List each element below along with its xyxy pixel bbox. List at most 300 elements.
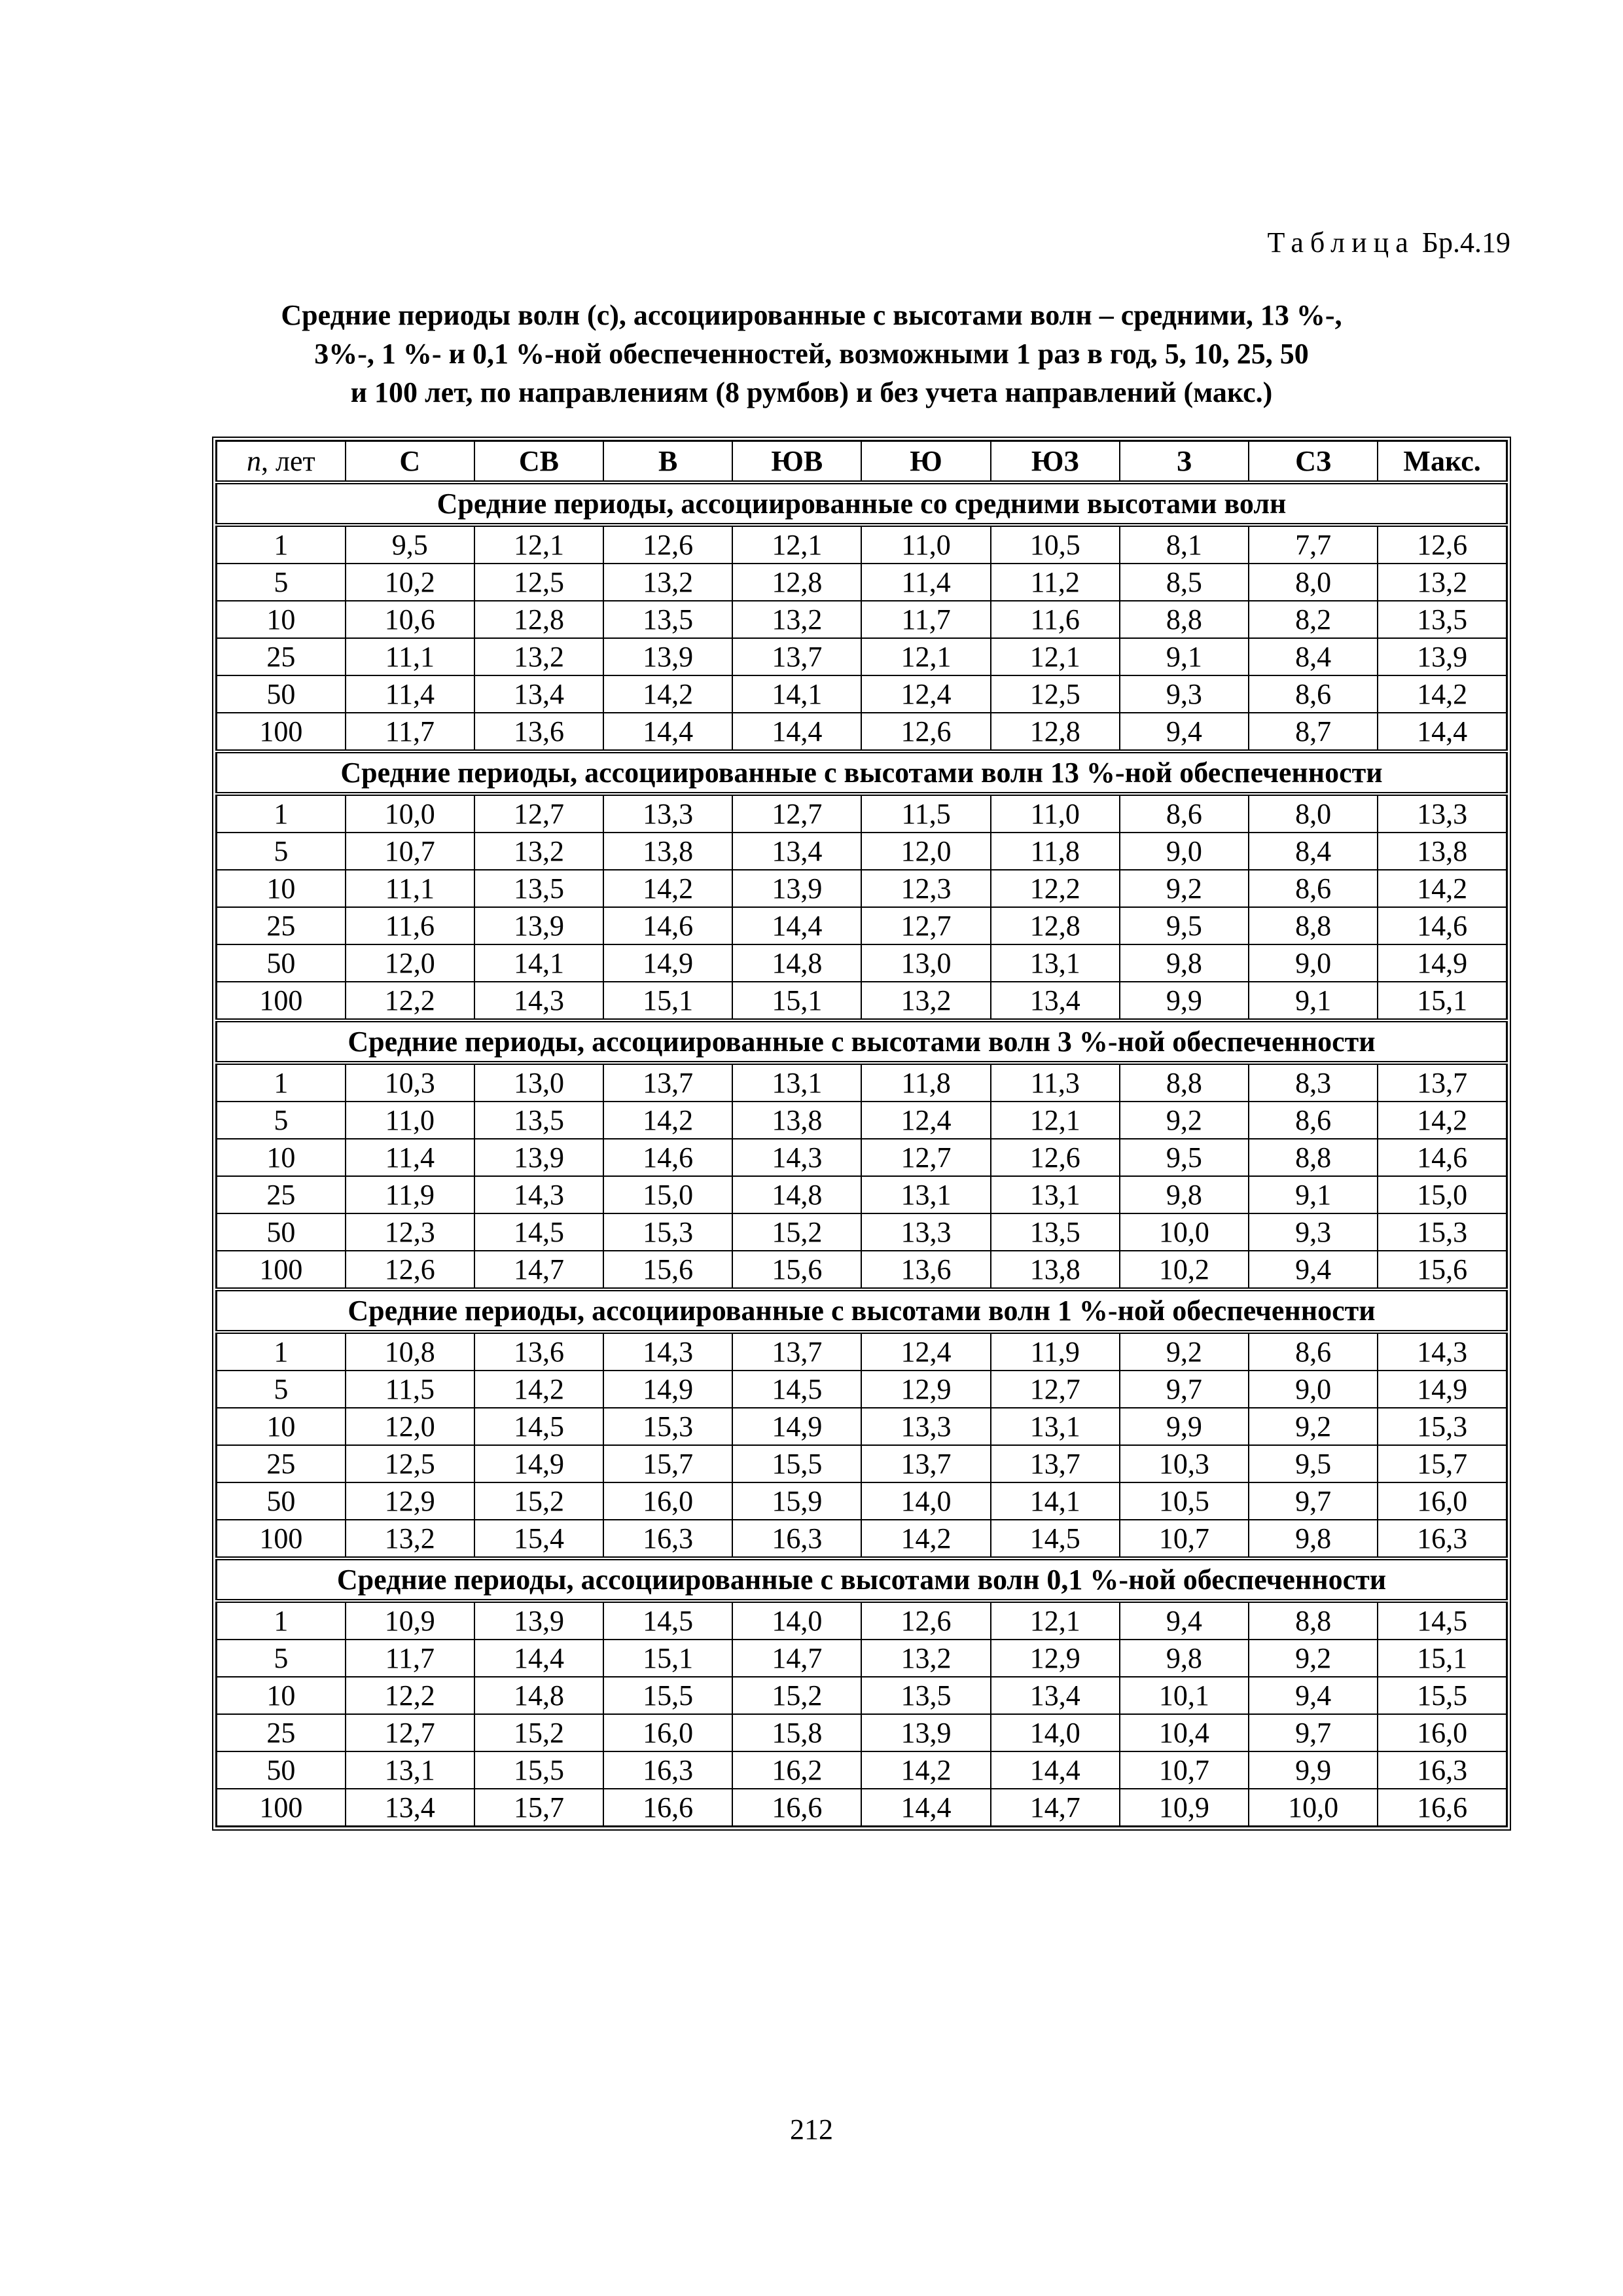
- value-cell: 13,9: [603, 638, 732, 675]
- value-cell: 14,2: [861, 1520, 990, 1558]
- value-cell: 9,2: [1120, 1102, 1249, 1139]
- period-years-cell: 25: [217, 638, 346, 675]
- value-cell: 13,7: [603, 1063, 732, 1102]
- table-row: [217, 1063, 1507, 1102]
- value-cell: 12,4: [861, 1102, 990, 1139]
- value-cell: 13,7: [1378, 1063, 1507, 1102]
- value-cell: 13,6: [474, 1332, 603, 1371]
- value-cell: 10,0: [346, 794, 474, 833]
- value-cell: 13,7: [861, 1445, 990, 1482]
- value-cell: 12,7: [991, 1371, 1120, 1408]
- value-cell: 13,4: [732, 833, 861, 870]
- value-cell: 15,0: [603, 1176, 732, 1213]
- value-cell: 12,1: [991, 1102, 1120, 1139]
- value-cell: 13,1: [991, 1408, 1120, 1445]
- period-years-cell: 50: [217, 1213, 346, 1251]
- value-cell: 12,1: [991, 638, 1120, 675]
- value-cell: 13,5: [474, 1102, 603, 1139]
- period-years-cell: 10: [217, 1139, 346, 1176]
- value-cell: 16,6: [603, 1789, 732, 1827]
- table-row: [217, 907, 1507, 944]
- value-cell: 8,1: [1120, 525, 1249, 564]
- value-cell: 15,2: [732, 1677, 861, 1714]
- value-cell: 9,4: [1249, 1251, 1378, 1289]
- value-cell: 11,6: [346, 907, 474, 944]
- value-cell: 11,2: [991, 564, 1120, 601]
- value-cell: 15,6: [732, 1251, 861, 1289]
- section-title: Средние периоды, ассоциированные с высотами волн 3 %-ной обеспеченности: [217, 1020, 1507, 1063]
- value-cell: 14,2: [1378, 675, 1507, 713]
- value-cell: 10,0: [1249, 1789, 1378, 1827]
- value-cell: 16,3: [1378, 1520, 1507, 1558]
- table-row: [217, 1176, 1507, 1213]
- value-cell: 14,3: [1378, 1332, 1507, 1371]
- section-header-row: [217, 1020, 1507, 1063]
- table-row: [217, 1789, 1507, 1827]
- value-cell: 15,1: [603, 1640, 732, 1677]
- value-cell: 14,1: [991, 1482, 1120, 1520]
- value-cell: 9,9: [1120, 1408, 1249, 1445]
- value-cell: 13,6: [861, 1251, 990, 1289]
- value-cell: 14,5: [474, 1213, 603, 1251]
- value-cell: 16,0: [1378, 1482, 1507, 1520]
- value-cell: 12,7: [861, 907, 990, 944]
- header-cell: Ю: [861, 441, 990, 483]
- value-cell: 10,5: [991, 525, 1120, 564]
- value-cell: 12,5: [346, 1445, 474, 1482]
- value-cell: 13,8: [732, 1102, 861, 1139]
- value-cell: 12,6: [603, 525, 732, 564]
- value-cell: 16,0: [1378, 1714, 1507, 1751]
- value-cell: 12,3: [861, 870, 990, 907]
- table-row: [217, 1714, 1507, 1751]
- table-label-word: Таблица: [1267, 226, 1415, 259]
- period-years-cell: 25: [217, 1176, 346, 1213]
- value-cell: 11,0: [861, 525, 990, 564]
- period-years-cell: 1: [217, 1332, 346, 1371]
- value-cell: 14,6: [1378, 1139, 1507, 1176]
- value-cell: 16,3: [732, 1520, 861, 1558]
- period-years-cell: 10: [217, 601, 346, 638]
- n-suffix: , лет: [260, 445, 315, 477]
- section-title: Средние периоды, ассоциированные с высотами волн 0,1 %-ной обеспеченности: [217, 1558, 1507, 1601]
- value-cell: 11,0: [991, 794, 1120, 833]
- value-cell: 9,4: [1249, 1677, 1378, 1714]
- table-row: [217, 1251, 1507, 1289]
- section-header-row: [217, 1558, 1507, 1601]
- value-cell: 15,6: [1378, 1251, 1507, 1289]
- value-cell: 8,6: [1249, 675, 1378, 713]
- value-cell: 14,9: [1378, 1371, 1507, 1408]
- value-cell: 13,5: [603, 601, 732, 638]
- title-line: и 100 лет, по направлениям (8 румбов) и без учета направлений (макс.): [350, 376, 1273, 408]
- value-cell: 12,7: [474, 794, 603, 833]
- table-row: [217, 564, 1507, 601]
- period-years-cell: 10: [217, 1677, 346, 1714]
- value-cell: 11,4: [346, 1139, 474, 1176]
- table-row: [217, 870, 1507, 907]
- period-years-cell: 50: [217, 1482, 346, 1520]
- table-row: [217, 1408, 1507, 1445]
- value-cell: 14,7: [991, 1789, 1120, 1827]
- value-cell: 14,6: [603, 907, 732, 944]
- period-years-cell: 1: [217, 525, 346, 564]
- period-years-cell: 5: [217, 564, 346, 601]
- table-body: [217, 482, 1507, 1827]
- value-cell: 9,0: [1120, 833, 1249, 870]
- value-cell: 9,3: [1120, 675, 1249, 713]
- value-cell: 8,5: [1120, 564, 1249, 601]
- value-cell: 11,4: [346, 675, 474, 713]
- table-row: [217, 1213, 1507, 1251]
- value-cell: 10,3: [346, 1063, 474, 1102]
- value-cell: 11,5: [861, 794, 990, 833]
- table-row: [217, 1520, 1507, 1558]
- table-row: [217, 1601, 1507, 1640]
- section-header-row: [217, 482, 1507, 525]
- period-years-cell: 100: [217, 982, 346, 1020]
- value-cell: 12,8: [991, 907, 1120, 944]
- period-years-cell: 5: [217, 1640, 346, 1677]
- value-cell: 10,6: [346, 601, 474, 638]
- value-cell: 15,5: [474, 1751, 603, 1789]
- header-cell: ЮЗ: [991, 441, 1120, 483]
- value-cell: 14,2: [1378, 870, 1507, 907]
- value-cell: 10,0: [1120, 1213, 1249, 1251]
- header-cell: З: [1120, 441, 1249, 483]
- value-cell: 7,7: [1249, 525, 1378, 564]
- value-cell: 10,9: [346, 1601, 474, 1640]
- value-cell: 11,9: [346, 1176, 474, 1213]
- value-cell: 11,7: [346, 1640, 474, 1677]
- value-cell: 16,2: [732, 1751, 861, 1789]
- value-cell: 9,3: [1249, 1213, 1378, 1251]
- table-row: [217, 833, 1507, 870]
- value-cell: 12,2: [991, 870, 1120, 907]
- value-cell: 15,2: [732, 1213, 861, 1251]
- value-cell: 13,5: [1378, 601, 1507, 638]
- value-cell: 14,5: [991, 1520, 1120, 1558]
- table-label: [1268, 226, 1510, 259]
- value-cell: 15,5: [732, 1445, 861, 1482]
- value-cell: 8,8: [1249, 907, 1378, 944]
- value-cell: 14,2: [861, 1751, 990, 1789]
- value-cell: 12,7: [732, 794, 861, 833]
- value-cell: 13,9: [474, 1139, 603, 1176]
- table-row: [217, 1371, 1507, 1408]
- period-years-cell: 25: [217, 907, 346, 944]
- value-cell: 12,2: [346, 982, 474, 1020]
- value-cell: 14,1: [732, 675, 861, 713]
- value-cell: 12,3: [346, 1213, 474, 1251]
- value-cell: 9,7: [1249, 1482, 1378, 1520]
- value-cell: 10,7: [346, 833, 474, 870]
- value-cell: 13,2: [732, 601, 861, 638]
- table-row: [217, 1445, 1507, 1482]
- header-cell: СЗ: [1249, 441, 1378, 483]
- value-cell: 13,9: [732, 870, 861, 907]
- value-cell: 15,3: [603, 1213, 732, 1251]
- value-cell: 14,4: [732, 907, 861, 944]
- period-years-cell: 50: [217, 675, 346, 713]
- value-cell: 8,4: [1249, 638, 1378, 675]
- value-cell: 13,8: [603, 833, 732, 870]
- value-cell: 10,7: [1120, 1751, 1249, 1789]
- value-cell: 14,3: [474, 1176, 603, 1213]
- value-cell: 13,1: [861, 1176, 990, 1213]
- value-cell: 8,8: [1120, 1063, 1249, 1102]
- value-cell: 13,3: [861, 1408, 990, 1445]
- section-header-row: [217, 1289, 1507, 1332]
- value-cell: 14,2: [603, 1102, 732, 1139]
- value-cell: 13,2: [861, 1640, 990, 1677]
- value-cell: 9,2: [1249, 1640, 1378, 1677]
- value-cell: 12,1: [474, 525, 603, 564]
- value-cell: 9,2: [1120, 1332, 1249, 1371]
- period-years-cell: 10: [217, 870, 346, 907]
- value-cell: 14,8: [732, 944, 861, 982]
- period-years-cell: 1: [217, 794, 346, 833]
- value-cell: 15,5: [1378, 1677, 1507, 1714]
- value-cell: 14,3: [474, 982, 603, 1020]
- value-cell: 15,2: [474, 1482, 603, 1520]
- value-cell: 13,2: [474, 833, 603, 870]
- table-row: [217, 1677, 1507, 1714]
- period-years-cell: 5: [217, 1102, 346, 1139]
- value-cell: 14,9: [732, 1408, 861, 1445]
- value-cell: 16,3: [603, 1520, 732, 1558]
- value-cell: 12,8: [474, 601, 603, 638]
- value-cell: 15,7: [603, 1445, 732, 1482]
- wave-period-table: [215, 440, 1508, 1827]
- value-cell: 9,9: [1249, 1751, 1378, 1789]
- value-cell: 11,4: [861, 564, 990, 601]
- value-cell: 9,1: [1120, 638, 1249, 675]
- value-cell: 10,8: [346, 1332, 474, 1371]
- title-line: 3%-, 1 %- и 0,1 %-ной обеспеченностей, возможными 1 раз в год, 5, 10, 25, 50: [314, 338, 1309, 370]
- period-years-cell: 100: [217, 1520, 346, 1558]
- value-cell: 14,2: [474, 1371, 603, 1408]
- value-cell: 9,1: [1249, 982, 1378, 1020]
- value-cell: 8,6: [1120, 794, 1249, 833]
- value-cell: 11,3: [991, 1063, 1120, 1102]
- value-cell: 13,2: [603, 564, 732, 601]
- value-cell: 8,2: [1249, 601, 1378, 638]
- value-cell: 12,8: [991, 713, 1120, 751]
- value-cell: 13,4: [991, 1677, 1120, 1714]
- value-cell: 9,7: [1249, 1714, 1378, 1751]
- value-cell: 8,7: [1249, 713, 1378, 751]
- value-cell: 12,9: [861, 1371, 990, 1408]
- table-row: [217, 944, 1507, 982]
- value-cell: 11,9: [991, 1332, 1120, 1371]
- value-cell: 14,7: [474, 1251, 603, 1289]
- table-row: [217, 601, 1507, 638]
- value-cell: 15,1: [1378, 1640, 1507, 1677]
- value-cell: 12,9: [991, 1640, 1120, 1677]
- value-cell: 14,9: [474, 1445, 603, 1482]
- value-cell: 14,7: [732, 1640, 861, 1677]
- value-cell: 14,5: [1378, 1601, 1507, 1640]
- value-cell: 8,0: [1249, 794, 1378, 833]
- value-cell: 11,7: [861, 601, 990, 638]
- table-row: [217, 638, 1507, 675]
- value-cell: 13,1: [732, 1063, 861, 1102]
- value-cell: 12,7: [861, 1139, 990, 1176]
- value-cell: 13,4: [474, 675, 603, 713]
- value-cell: 14,4: [1378, 713, 1507, 751]
- value-cell: 15,7: [1378, 1445, 1507, 1482]
- value-cell: 11,0: [346, 1102, 474, 1139]
- value-cell: 9,0: [1249, 1371, 1378, 1408]
- value-cell: 10,2: [346, 564, 474, 601]
- value-cell: 12,6: [991, 1139, 1120, 1176]
- value-cell: 15,2: [474, 1714, 603, 1751]
- table-row: [217, 1102, 1507, 1139]
- value-cell: 13,8: [1378, 833, 1507, 870]
- value-cell: 9,4: [1120, 1601, 1249, 1640]
- value-cell: 12,6: [861, 713, 990, 751]
- value-cell: 8,3: [1249, 1063, 1378, 1102]
- value-cell: 13,0: [861, 944, 990, 982]
- table-row: [217, 675, 1507, 713]
- value-cell: 13,3: [1378, 794, 1507, 833]
- value-cell: 9,1: [1249, 1176, 1378, 1213]
- value-cell: 14,4: [474, 1640, 603, 1677]
- value-cell: 14,4: [991, 1751, 1120, 1789]
- value-cell: 10,4: [1120, 1714, 1249, 1751]
- value-cell: 15,3: [603, 1408, 732, 1445]
- value-cell: 10,7: [1120, 1520, 1249, 1558]
- value-cell: 14,5: [732, 1371, 861, 1408]
- value-cell: 14,9: [603, 944, 732, 982]
- value-cell: 14,0: [732, 1601, 861, 1640]
- value-cell: 15,5: [603, 1677, 732, 1714]
- header-row: [217, 441, 1507, 483]
- value-cell: 13,7: [732, 638, 861, 675]
- value-cell: 13,2: [346, 1520, 474, 1558]
- value-cell: 11,1: [346, 638, 474, 675]
- period-years-cell: 50: [217, 944, 346, 982]
- table-row: [217, 1482, 1507, 1520]
- period-years-cell: 5: [217, 833, 346, 870]
- value-cell: 14,6: [603, 1139, 732, 1176]
- value-cell: 13,2: [474, 638, 603, 675]
- period-years-cell: 25: [217, 1445, 346, 1482]
- value-cell: 10,2: [1120, 1251, 1249, 1289]
- value-cell: 8,8: [1249, 1139, 1378, 1176]
- title-line: Средние периоды волн (с), ассоциированные с высотами волн – средними, 13 %-,: [281, 299, 1342, 331]
- value-cell: 14,3: [732, 1139, 861, 1176]
- value-cell: 12,0: [346, 944, 474, 982]
- value-cell: 9,5: [1120, 907, 1249, 944]
- value-cell: 13,1: [346, 1751, 474, 1789]
- table-row: [217, 713, 1507, 751]
- n-symbol: n: [246, 445, 261, 477]
- value-cell: 12,0: [861, 833, 990, 870]
- value-cell: 14,1: [474, 944, 603, 982]
- value-cell: 12,1: [991, 1601, 1120, 1640]
- value-cell: 16,3: [1378, 1751, 1507, 1789]
- period-years-cell: 25: [217, 1714, 346, 1751]
- value-cell: 14,8: [732, 1176, 861, 1213]
- value-cell: 9,5: [346, 525, 474, 564]
- value-cell: 16,6: [1378, 1789, 1507, 1827]
- value-cell: 12,6: [346, 1251, 474, 1289]
- value-cell: 15,6: [603, 1251, 732, 1289]
- value-cell: 10,5: [1120, 1482, 1249, 1520]
- header-cell: Макс.: [1378, 441, 1507, 483]
- table-title: [196, 296, 1427, 412]
- period-years-cell: 100: [217, 713, 346, 751]
- value-cell: 13,4: [346, 1789, 474, 1827]
- value-cell: 13,1: [991, 1176, 1120, 1213]
- value-cell: 12,4: [861, 675, 990, 713]
- value-cell: 16,6: [732, 1789, 861, 1827]
- value-cell: 13,3: [603, 794, 732, 833]
- value-cell: 9,8: [1249, 1520, 1378, 1558]
- value-cell: 11,5: [346, 1371, 474, 1408]
- value-cell: 11,8: [861, 1063, 990, 1102]
- value-cell: 10,3: [1120, 1445, 1249, 1482]
- value-cell: 9,9: [1120, 982, 1249, 1020]
- value-cell: 14,4: [861, 1789, 990, 1827]
- value-cell: 14,9: [1378, 944, 1507, 982]
- value-cell: 8,6: [1249, 870, 1378, 907]
- value-cell: 13,5: [861, 1677, 990, 1714]
- value-cell: 12,1: [732, 525, 861, 564]
- value-cell: 11,7: [346, 713, 474, 751]
- value-cell: 12,4: [861, 1332, 990, 1371]
- value-cell: 12,8: [732, 564, 861, 601]
- value-cell: 14,2: [603, 870, 732, 907]
- value-cell: 12,5: [991, 675, 1120, 713]
- value-cell: 13,2: [861, 982, 990, 1020]
- value-cell: 14,0: [991, 1714, 1120, 1751]
- value-cell: 14,4: [732, 713, 861, 751]
- period-years-cell: 100: [217, 1789, 346, 1827]
- table-row: [217, 1640, 1507, 1677]
- value-cell: 13,9: [474, 1601, 603, 1640]
- value-cell: 13,5: [474, 870, 603, 907]
- value-cell: 15,1: [603, 982, 732, 1020]
- value-cell: 16,3: [603, 1751, 732, 1789]
- value-cell: 8,8: [1249, 1601, 1378, 1640]
- value-cell: 15,7: [474, 1789, 603, 1827]
- period-years-cell: 1: [217, 1601, 346, 1640]
- table-row: [217, 1139, 1507, 1176]
- table-row: [217, 1332, 1507, 1371]
- value-cell: 8,8: [1120, 601, 1249, 638]
- value-cell: 15,9: [732, 1482, 861, 1520]
- value-cell: 16,0: [603, 1714, 732, 1751]
- value-cell: 14,5: [603, 1601, 732, 1640]
- header-cell: В: [603, 441, 732, 483]
- value-cell: 12,5: [474, 564, 603, 601]
- value-cell: 12,9: [346, 1482, 474, 1520]
- value-cell: 13,4: [991, 982, 1120, 1020]
- section-header-row: [217, 751, 1507, 794]
- value-cell: 8,0: [1249, 564, 1378, 601]
- value-cell: 13,8: [991, 1251, 1120, 1289]
- value-cell: 15,4: [474, 1520, 603, 1558]
- value-cell: 9,8: [1120, 944, 1249, 982]
- value-cell: 13,0: [474, 1063, 603, 1102]
- value-cell: 14,8: [474, 1677, 603, 1714]
- value-cell: 13,2: [1378, 564, 1507, 601]
- header-cell: ЮВ: [732, 441, 861, 483]
- value-cell: 14,4: [603, 713, 732, 751]
